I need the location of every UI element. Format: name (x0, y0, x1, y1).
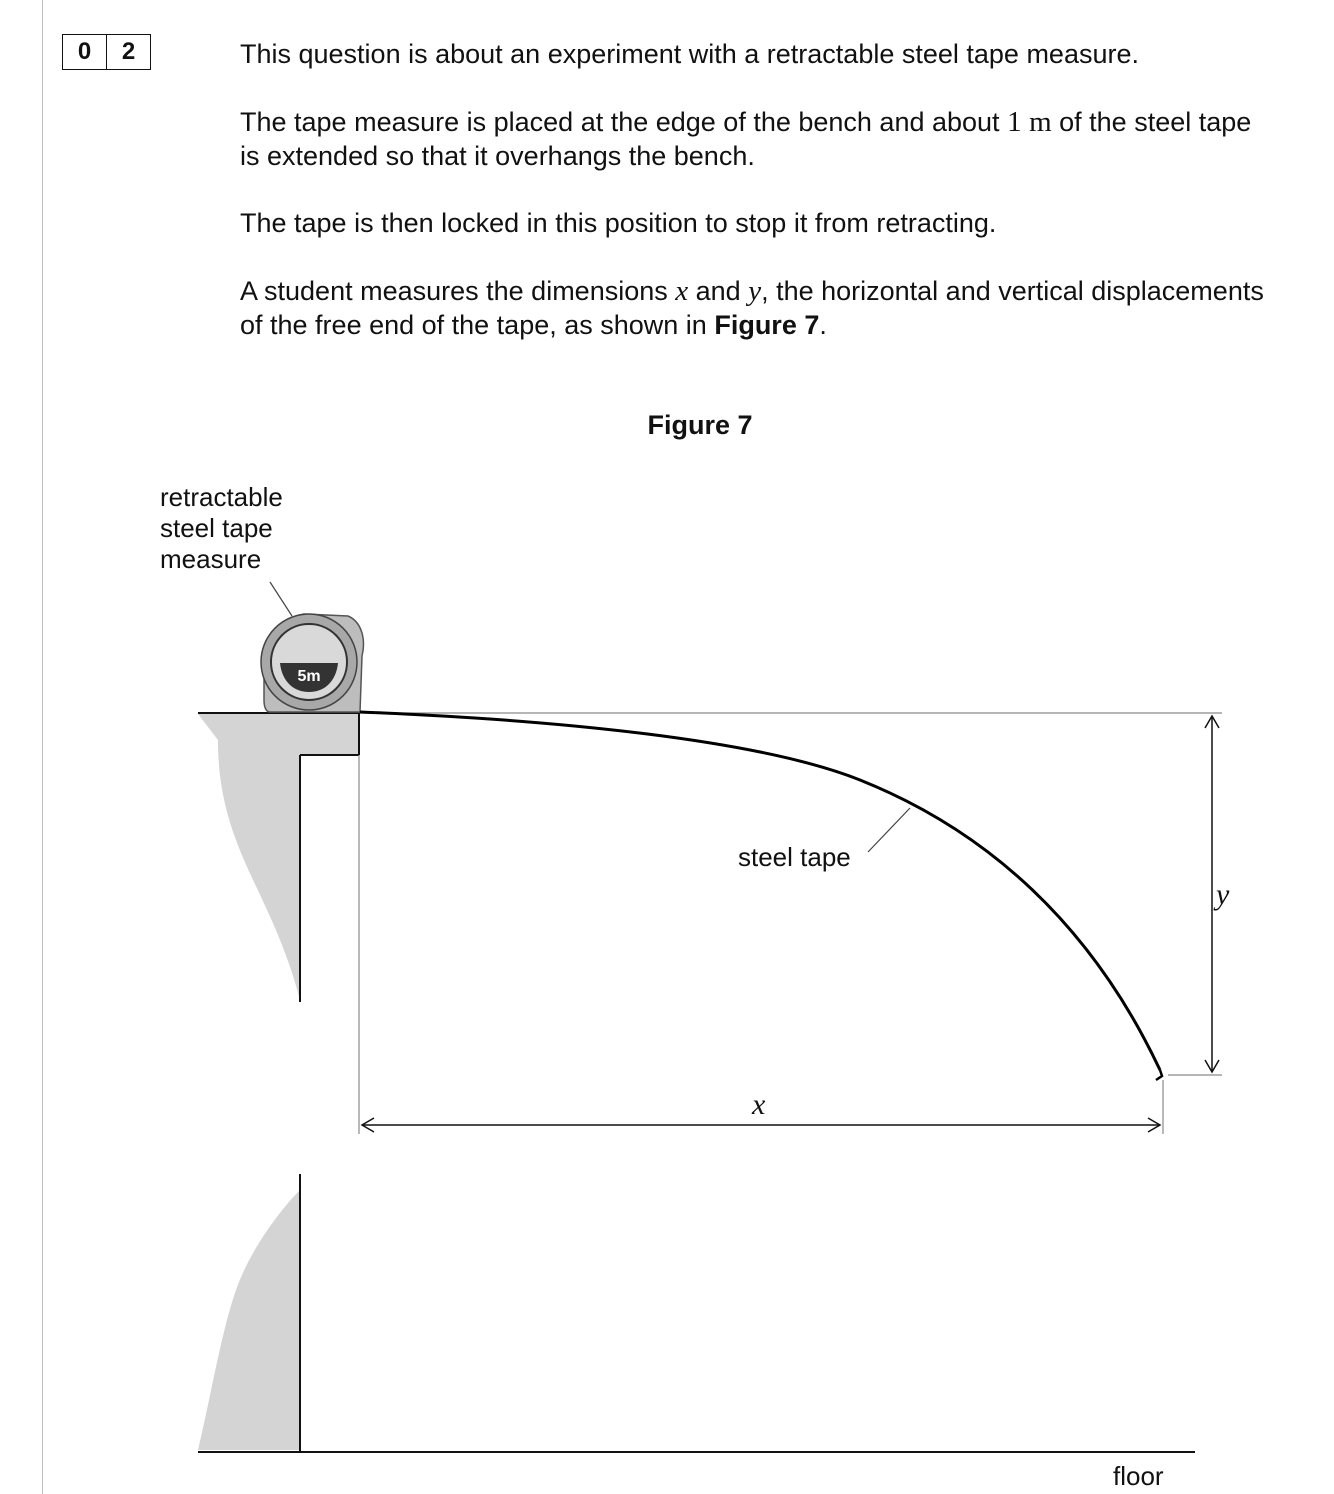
x-label: x (752, 1088, 766, 1121)
var-x: x (675, 275, 689, 307)
tape-measure-label (160, 482, 283, 575)
tape-label-line-1: retractable (160, 482, 283, 512)
measure-text-line2: of the free end of the tape, as shown in (240, 310, 715, 340)
tape-label-line-3: measure (160, 544, 262, 574)
steel-tape-label: steel tape (738, 842, 851, 872)
measure-period: . (819, 310, 827, 340)
measure-and: and (688, 276, 749, 306)
setup-text-a: The tape measure is placed at the edge of the bench and about (240, 107, 1008, 137)
steel-tape-leader (868, 808, 910, 852)
tape-label-line-2: steel tape (160, 513, 273, 543)
measure-text-a: A student measures the dimensions (240, 276, 676, 306)
tape-marking-text: 5m (297, 668, 321, 685)
question-digit-2: 2 (106, 35, 150, 69)
tape-end-hook (1156, 1070, 1162, 1080)
bench-shading-top (198, 714, 300, 1000)
setup-text-b: of the steel tape (1051, 107, 1252, 137)
setup-text-line2: is extended so that it overhangs the bench. (240, 141, 755, 171)
length-number: 1 (1007, 106, 1022, 138)
measure-text-b: , the horizontal and vertical displacements (761, 276, 1264, 306)
length-unit: m (1029, 106, 1052, 138)
tape-measure-leader (270, 582, 292, 616)
tape-measure-icon (261, 614, 363, 712)
steel-tape-curve (360, 712, 1160, 1070)
bench-shading-bottom (198, 1190, 300, 1450)
bench-top-shading (300, 714, 358, 755)
figure-reference: Figure 7 (714, 310, 820, 340)
question-digit-1: 0 (77, 38, 92, 65)
var-y: y (748, 275, 762, 307)
figure-title: Figure 7 (647, 410, 753, 440)
y-label: y (1216, 878, 1230, 911)
lock-text: The tape is then locked in this position to stop it from retracting. (240, 208, 997, 238)
floor-label: floor (1113, 1461, 1164, 1491)
intro-text: This question is about an experiment with a retractable steel tape measure. (240, 39, 1139, 69)
